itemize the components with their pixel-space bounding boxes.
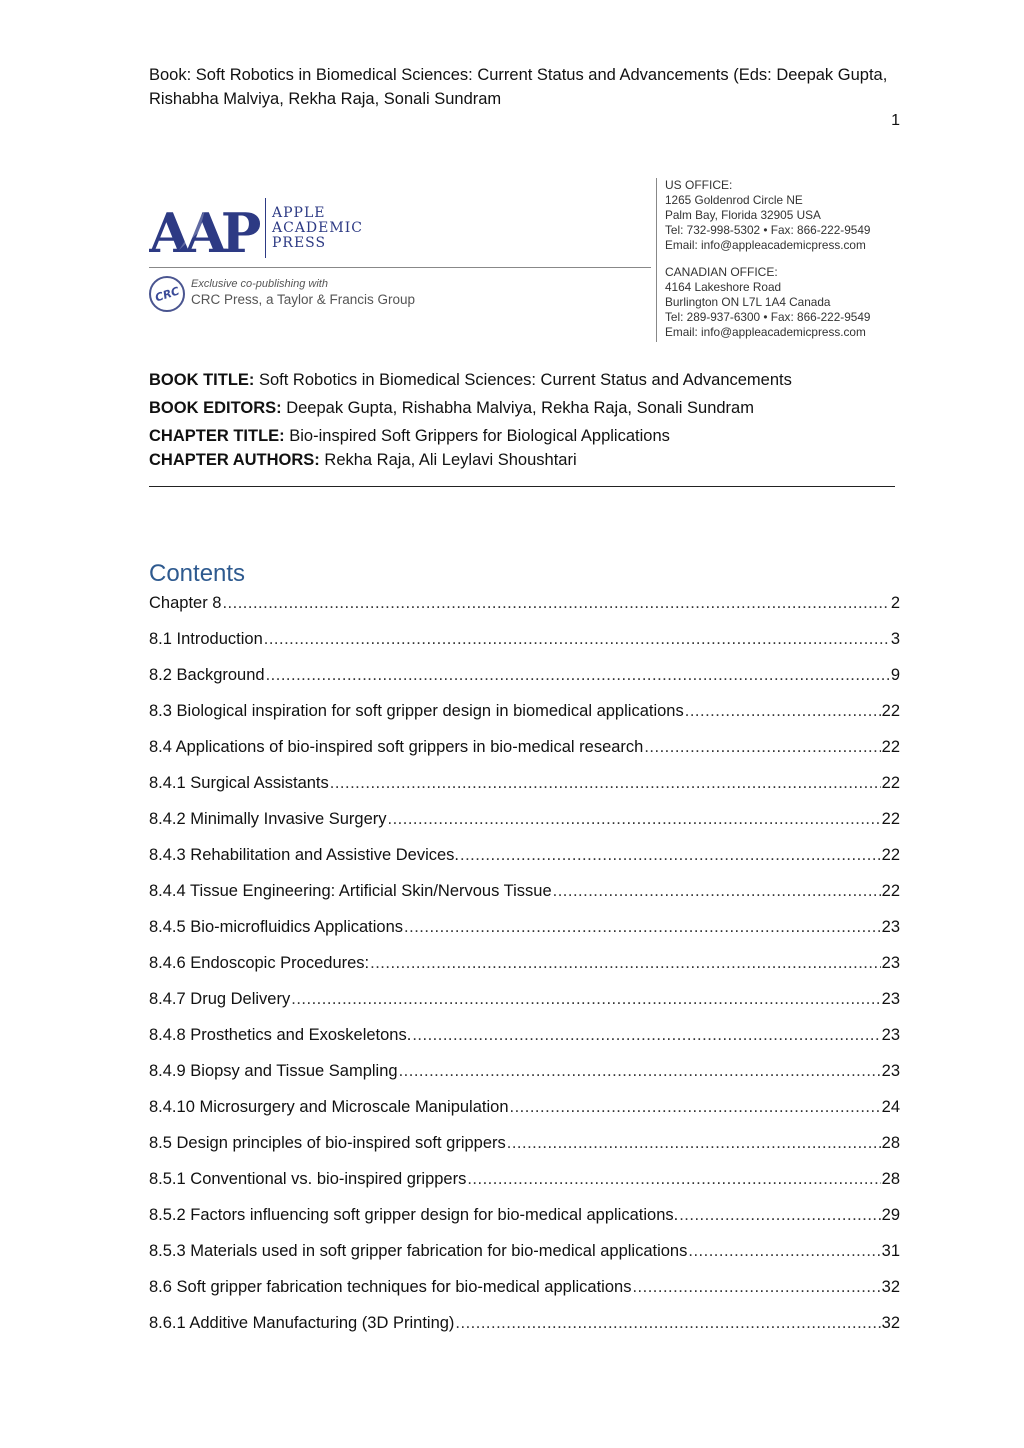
toc-leader-dots [460,846,881,865]
canadian-office-line: Email: info@appleacademicpress.com [665,325,866,339]
toc-entry-title: 8.4.4 Tissue Engineering: Artificial Skin/Nervous Tissue [149,882,552,900]
office-addresses [656,178,916,342]
toc-entry[interactable] [149,1314,900,1350]
toc-leader-dots [510,1098,881,1117]
us-office-line: 1265 Goldenrod Circle NE [665,193,803,207]
toc-entry-page: 22 [881,774,900,792]
canadian-office-line: 4164 Lakeshore Road [665,280,782,294]
publisher-name-line-1: APPLE [272,204,326,221]
toc-leader-dots [399,1062,881,1081]
toc-leader-dots [222,594,889,613]
toc-entry-page: 2 [890,594,900,612]
toc-leader-dots [644,738,880,757]
book-editors-value: Deepak Gupta, Rishabha Malviya, Rekha Raja, Sonali Sundram [286,399,754,417]
toc-entry-title: 8.1 Introduction [149,630,263,648]
toc-entry[interactable] [149,1134,900,1170]
toc-entry[interactable] [149,666,900,702]
aap-logo-mark [149,202,261,256]
us-office-line: Tel: 732-998-5302 • Fax: 866-222-9549 [665,223,871,237]
toc-entry-page: 32 [881,1314,900,1332]
toc-entry-page: 9 [890,666,900,684]
toc-entry[interactable] [149,774,900,810]
toc-entry[interactable] [149,1206,900,1242]
toc-leader-dots [679,1206,880,1225]
chapter-title-row [149,424,899,448]
toc-entry-title: 8.4.8 Prosthetics and Exoskeletons. [149,1026,412,1044]
toc-entry-title: 8.2 Background [149,666,265,684]
publisher-logo [149,198,399,260]
toc-leader-dots [330,774,881,793]
toc-entry-title: 8.4.1 Surgical Assistants [149,774,329,792]
toc-entry[interactable] [149,738,900,774]
table-of-contents [149,594,900,1350]
crc-text [191,278,415,308]
toc-leader-dots [467,1170,880,1189]
toc-entry-title: 8.6.1 Additive Manufacturing (3D Printing) [149,1314,455,1332]
chapter-authors-row [149,448,899,472]
chapter-authors-label: CHAPTER AUTHORS: [149,451,320,469]
chapter-title-value: Bio-inspired Soft Grippers for Biological Applications [289,427,670,445]
crc-line-2: CRC Press, a Taylor & Francis Group [191,292,416,307]
toc-entry[interactable] [149,1278,900,1314]
toc-entry-page: 22 [881,882,900,900]
toc-leader-dots [553,882,881,901]
book-info [149,368,899,472]
letterhead-divider [149,267,651,268]
toc-entry[interactable] [149,594,900,630]
toc-entry-title: 8.5.1 Conventional vs. bio-inspired grippers [149,1170,467,1188]
toc-entry[interactable] [149,810,900,846]
toc-entry-page: 24 [881,1098,900,1116]
toc-entry-page: 23 [881,1026,900,1044]
toc-entry-page: 28 [881,1134,900,1152]
toc-leader-dots [370,954,881,973]
toc-entry-page: 22 [881,846,900,864]
toc-entry-page: 3 [890,630,900,648]
toc-entry-page: 29 [881,1206,900,1224]
toc-entry[interactable] [149,1242,900,1278]
us-office-line: Palm Bay, Florida 32905 USA [665,208,821,222]
toc-leader-dots [632,1278,880,1297]
toc-leader-dots [455,1314,880,1333]
book-editors-row [149,396,899,420]
book-title-value: Soft Robotics in Biomedical Sciences: Current Status and Advancements [259,371,792,389]
toc-entry-title: Chapter 8 [149,594,222,612]
toc-entry-title: 8.3 Biological inspiration for soft gripper design in biomedical applications [149,702,684,720]
aap-logo-letters: AAP [149,202,256,256]
toc-entry[interactable] [149,1170,900,1206]
toc-entry-page: 28 [881,1170,900,1188]
toc-entry-title: 8.4.2 Minimally Invasive Surgery [149,810,387,828]
toc-entry[interactable] [149,1062,900,1098]
book-editors-label: BOOK EDITORS: [149,399,282,417]
us-office-line: Email: info@appleacademicpress.com [665,238,866,252]
chapter-authors-value: Rekha Raja, Ali Leylavi Shoushtari [324,451,577,469]
toc-entry[interactable] [149,1098,900,1134]
toc-entry-title: 8.4 Applications of bio-inspired soft grippers in bio-medical research [149,738,644,756]
crc-copublishing [149,274,469,314]
running-header [149,63,889,111]
toc-entry-page: 23 [881,990,900,1008]
toc-entry-title: 8.5.3 Materials used in soft gripper fabrication for bio-medical applications [149,1242,688,1260]
toc-entry-page: 31 [881,1242,900,1260]
toc-entry-title: 8.4.5 Bio-microfluidics Applications [149,918,404,936]
toc-entry-page: 23 [881,954,900,972]
toc-entry[interactable] [149,882,900,918]
toc-leader-dots [291,990,880,1009]
toc-entry-title: 8.4.7 Drug Delivery [149,990,291,1008]
toc-entry-page: 23 [881,918,900,936]
toc-entry-page: 23 [881,1062,900,1080]
running-header-text: Book: Soft Robotics in Biomedical Sciences: Current Status and Advancements (Eds: Deepak Gupta, Rishabha Malviya, Rekha Raja, Sonali Sundram [149,66,888,108]
toc-entry-title: 8.5 Design principles of bio-inspired soft grippers [149,1134,506,1152]
toc-leader-dots [404,918,881,937]
toc-entry[interactable] [149,990,900,1026]
toc-leader-dots [685,702,881,721]
section-divider [149,486,895,487]
toc-entry-title: 8.4.9 Biopsy and Tissue Sampling [149,1062,398,1080]
book-title-row [149,368,899,392]
contents-heading: Contents [149,560,246,587]
page-number: 1 [891,112,900,129]
toc-entry[interactable] [149,846,900,882]
toc-entry-page: 22 [881,738,900,756]
toc-entry[interactable] [149,630,900,666]
chapter-title-label: CHAPTER TITLE: [149,427,285,445]
toc-entry-title: 8.4.3 Rehabilitation and Assistive Devices. [149,846,460,864]
book-title-label: BOOK TITLE: [149,371,255,389]
toc-entry-page: 32 [881,1278,900,1296]
crc-logo-icon [149,276,185,312]
toc-entry-title: 8.4.6 Endoscopic Procedures: [149,954,370,972]
toc-entry-page: 22 [881,702,900,720]
canadian-office-line: Tel: 289-937-6300 • Fax: 866-222-9549 [665,310,871,324]
toc-leader-dots [507,1134,881,1153]
publisher-name-line-2: ACADEMIC [272,219,363,236]
toc-entry-title: 8.6 Soft gripper fabrication techniques for bio-medical applications [149,1278,632,1296]
toc-leader-dots [264,630,890,649]
toc-entry[interactable] [149,1026,900,1062]
toc-entry[interactable] [149,918,900,954]
toc-entry-title: 8.4.10 Microsurgery and Microscale Manipulation [149,1098,509,1116]
toc-entry-page: 22 [881,810,900,828]
toc-entry-title: 8.5.2 Factors influencing soft gripper design for bio-medical applications. [149,1206,679,1224]
toc-entry[interactable] [149,954,900,990]
crc-logo-text: CRC [153,284,181,304]
toc-leader-dots [412,1026,880,1045]
us-office-title: US OFFICE: [665,178,733,192]
publisher-name-line-3: PRESS [272,234,327,251]
toc-leader-dots [688,1242,880,1261]
canadian-office-line: Burlington ON L7L 1A4 Canada [665,295,831,309]
toc-entry[interactable] [149,702,900,738]
publisher-name [265,198,363,258]
toc-leader-dots [266,666,890,685]
canadian-office-title: CANADIAN OFFICE: [665,265,778,279]
toc-leader-dots [388,810,881,829]
crc-line-1: Exclusive co-publishing with [191,278,328,290]
